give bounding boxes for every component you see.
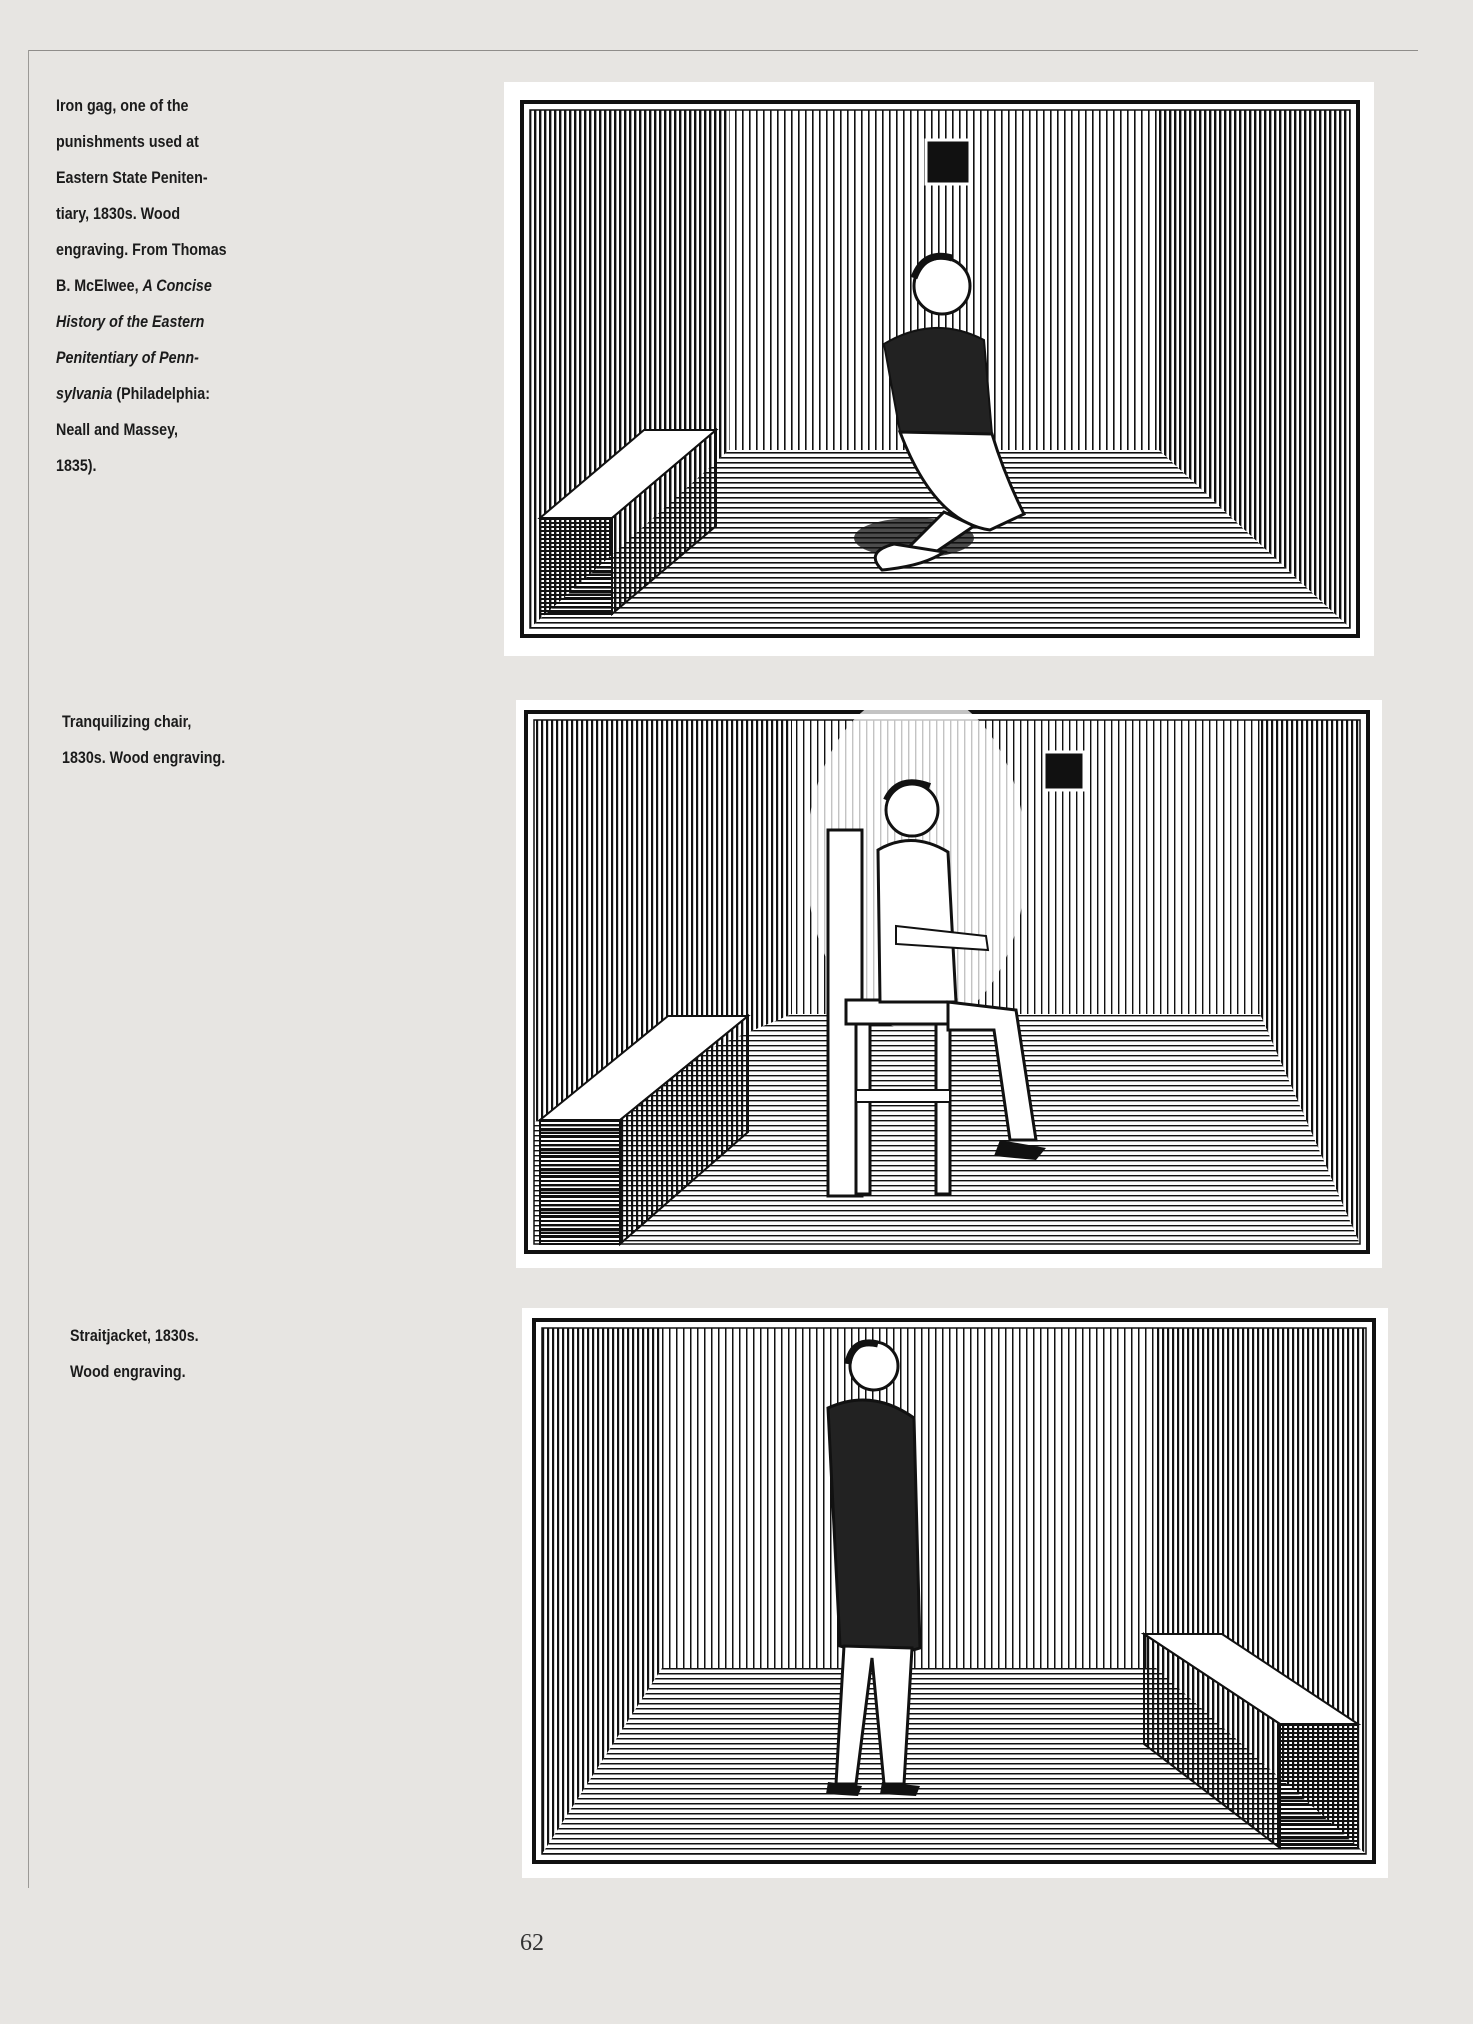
caption-text: 1835). (56, 456, 97, 475)
caption-line (56, 340, 227, 376)
caption-italic-text: History of the Eastern (56, 312, 205, 331)
caption-tranquilizing-chair (62, 704, 225, 776)
caption-italic-text: sylvania (56, 384, 113, 403)
caption-text: punishments used at (56, 132, 199, 151)
page-number: 62 (520, 1930, 544, 1956)
engraving-iron-gag (504, 82, 1374, 656)
caption-text: Iron gag, one of the (56, 96, 189, 115)
caption-text: (Philadelphia: (112, 384, 210, 403)
left-rule (28, 50, 29, 1888)
caption-line (56, 196, 227, 232)
tranquilizing-chair-illustration (516, 700, 1382, 1268)
engraving-tranquilizing-chair (516, 700, 1382, 1268)
caption-text: engraving. From Thomas (56, 240, 227, 259)
caption-line (70, 1318, 199, 1354)
caption-text: Wood engraving. (70, 1362, 186, 1381)
caption-iron-gag (56, 88, 227, 484)
iron-gag-illustration (504, 82, 1374, 656)
caption-line (62, 704, 225, 740)
caption-line (56, 412, 227, 448)
caption-line (56, 124, 227, 160)
caption-line (56, 304, 227, 340)
caption-text: Eastern State Peniten- (56, 168, 208, 187)
caption-text: Neall and Massey, (56, 420, 178, 439)
caption-line (56, 268, 227, 304)
caption-line (56, 88, 227, 124)
caption-italic-text: Penitentiary of Penn- (56, 348, 199, 367)
caption-italic-text: A Concise (142, 276, 212, 295)
caption-text: tiary, 1830s. Wood (56, 204, 181, 223)
caption-line (56, 232, 227, 268)
caption-text: Straitjacket, 1830s. (70, 1326, 199, 1345)
caption-line (56, 376, 227, 412)
caption-text: Tranquilizing chair, (62, 712, 192, 731)
caption-straitjacket (70, 1318, 199, 1390)
engraving-straitjacket (522, 1308, 1388, 1878)
straitjacket-illustration (522, 1308, 1388, 1878)
caption-line (56, 448, 227, 484)
top-rule (28, 50, 1418, 51)
caption-line (70, 1354, 199, 1390)
caption-text: 1830s. Wood engraving. (62, 748, 226, 767)
caption-line (62, 740, 225, 776)
caption-text: B. McElwee, (56, 276, 143, 295)
caption-line (56, 160, 227, 196)
